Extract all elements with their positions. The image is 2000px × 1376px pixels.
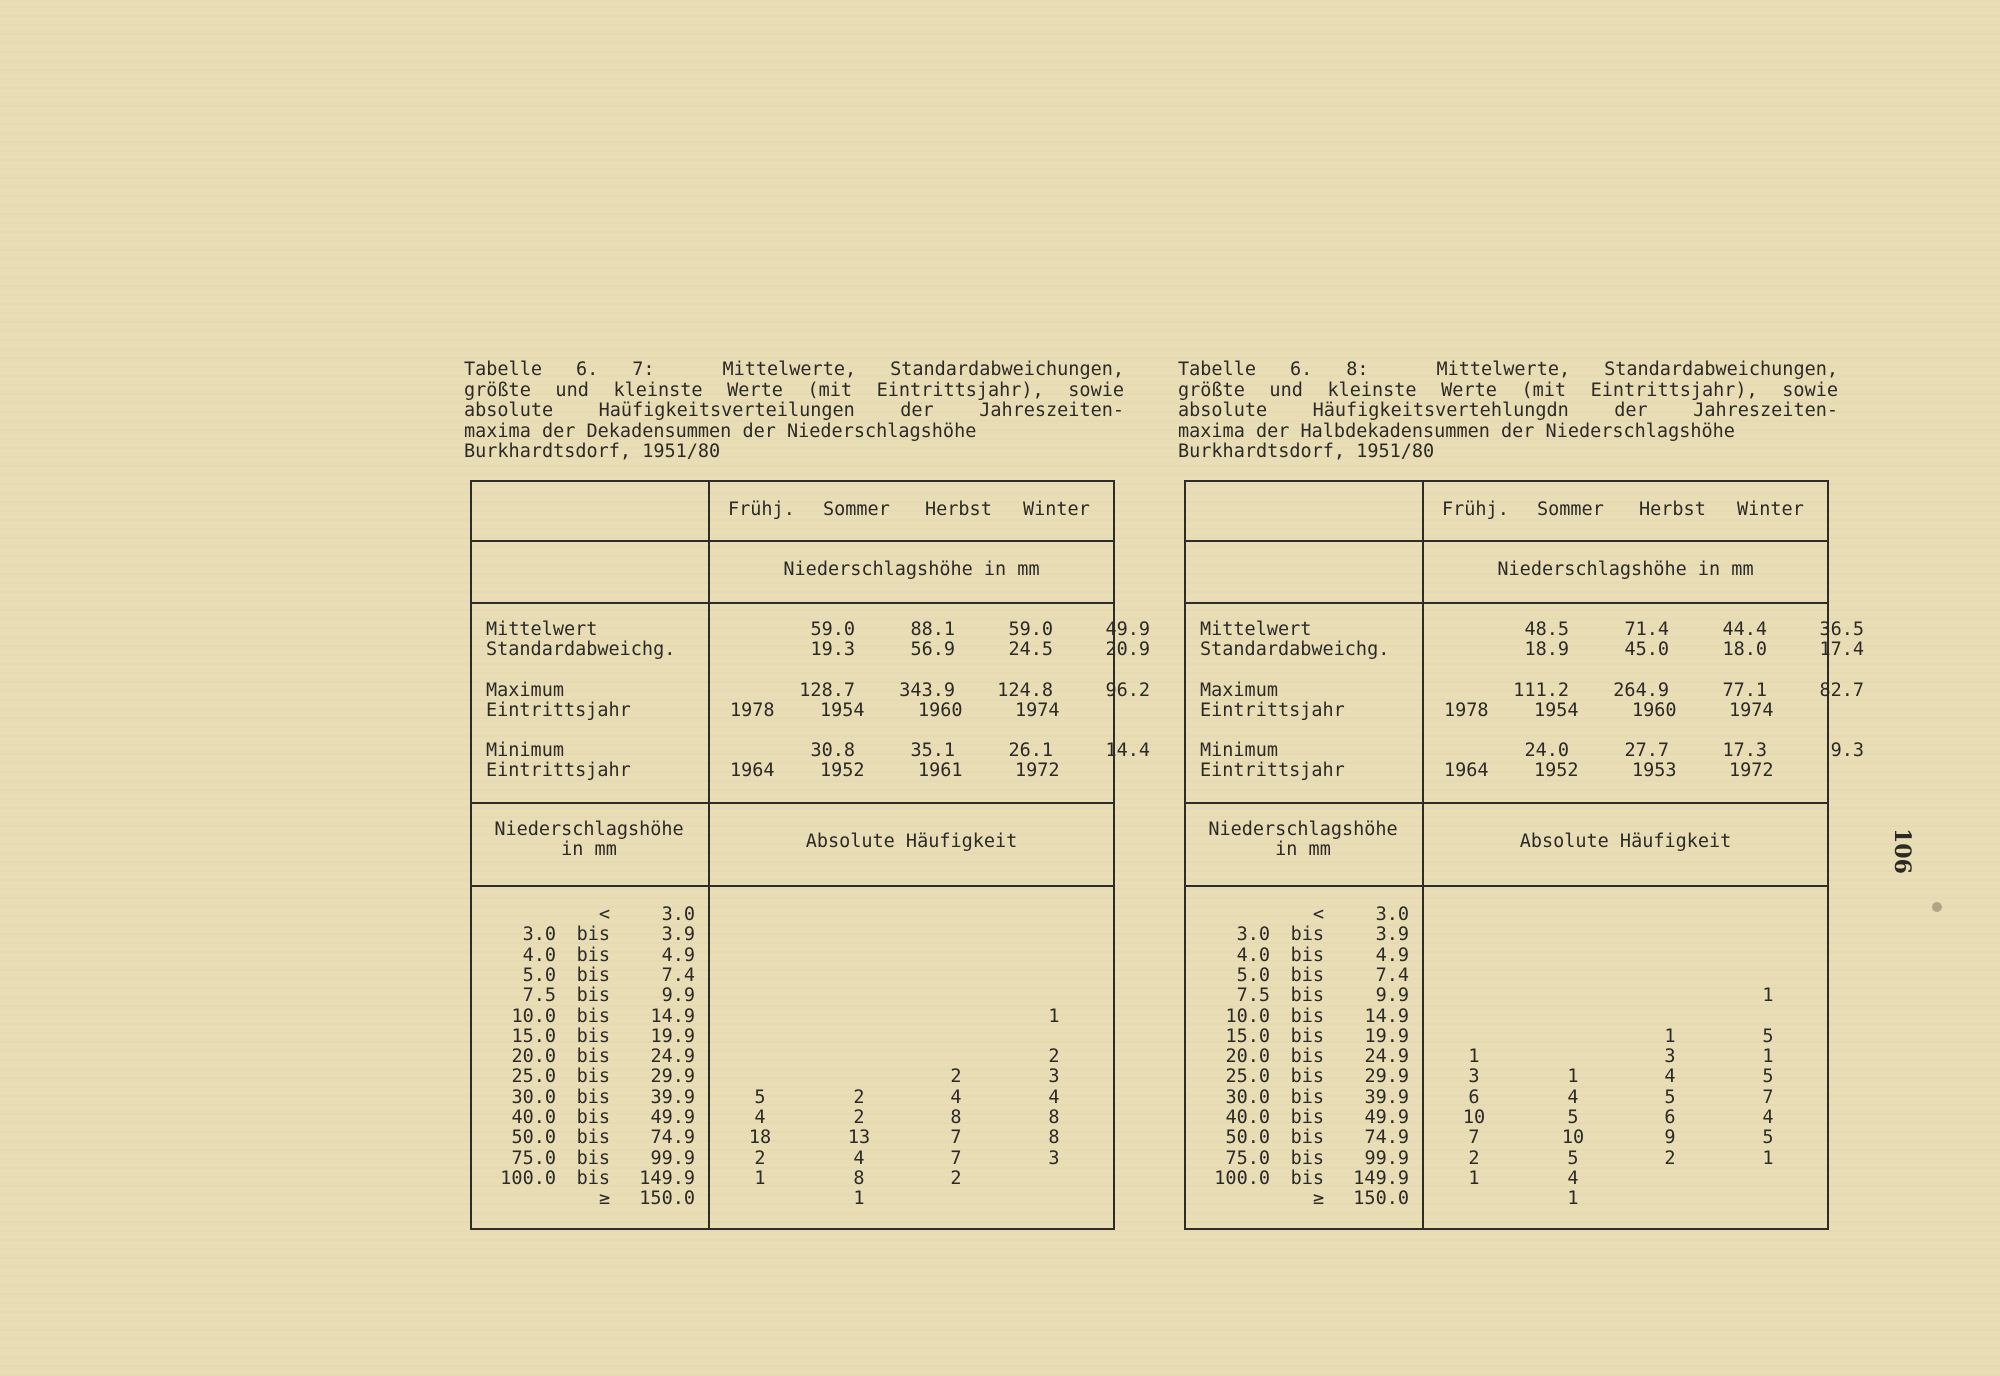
stat-label: Eintrittsjahr bbox=[486, 700, 631, 721]
stat-value: 27.7 bbox=[1624, 740, 1669, 761]
class-to: 29.9 bbox=[650, 1066, 695, 1088]
class-to: 99.9 bbox=[650, 1147, 695, 1169]
data-table bbox=[470, 480, 1150, 1230]
stat-value: 1978 bbox=[1444, 700, 1489, 721]
class-op: ≥ bbox=[598, 1188, 610, 1210]
season-header: Winter bbox=[1737, 499, 1804, 520]
stat-value: 17.3 bbox=[1722, 740, 1767, 761]
freq-value: 4 bbox=[754, 1107, 766, 1128]
class-to: 39.9 bbox=[1364, 1086, 1409, 1108]
class-to: 19.9 bbox=[1364, 1025, 1409, 1047]
freq-value: 7 bbox=[1468, 1127, 1480, 1149]
class-from: 10.0 bbox=[1225, 1005, 1270, 1027]
rule-line bbox=[1184, 1228, 1829, 1230]
page-number: 106 bbox=[1889, 828, 1915, 874]
class-to: 39.9 bbox=[650, 1086, 695, 1108]
season-header: Sommer bbox=[1537, 499, 1604, 520]
stat-value: 111.2 bbox=[1513, 680, 1569, 701]
class-to: 150.0 bbox=[1353, 1188, 1409, 1210]
stat-value: 49.9 bbox=[1105, 619, 1150, 640]
class-op: bis bbox=[576, 1086, 610, 1108]
class-op: bis bbox=[576, 1147, 610, 1169]
stat-value: 24.5 bbox=[1008, 639, 1053, 660]
stat-label: Standardabweichg. bbox=[1200, 639, 1390, 660]
stat-value: 35.1 bbox=[910, 740, 955, 761]
class-from: 4.0 bbox=[1236, 944, 1270, 966]
class-from: 30.0 bbox=[511, 1086, 556, 1108]
class-to: 3.9 bbox=[1375, 924, 1409, 946]
freq-value: 2 bbox=[950, 1167, 962, 1189]
stat-value: 1978 bbox=[730, 700, 775, 721]
freq-value: 1 bbox=[1567, 1188, 1579, 1210]
freq-value: 2 bbox=[853, 1086, 865, 1108]
table-caption bbox=[464, 360, 1124, 464]
class-to: 3.0 bbox=[661, 904, 695, 925]
stat-value: 1972 bbox=[1729, 760, 1774, 781]
class-to: 7.4 bbox=[1375, 964, 1409, 986]
freq-value: 5 bbox=[1762, 1066, 1774, 1088]
stat-value: 36.5 bbox=[1819, 619, 1864, 640]
class-op: bis bbox=[576, 1127, 610, 1149]
stat-label: Maximum bbox=[486, 680, 564, 701]
freq-value: 4 bbox=[1567, 1167, 1579, 1189]
freq-value: 5 bbox=[1664, 1086, 1676, 1108]
freq-value: 5 bbox=[754, 1086, 766, 1108]
class-to: 4.9 bbox=[661, 944, 695, 966]
stat-value: 1974 bbox=[1729, 700, 1774, 721]
class-to: 74.9 bbox=[650, 1127, 695, 1149]
freq-value: 1 bbox=[1762, 1046, 1774, 1068]
freq-value: 2 bbox=[950, 1066, 962, 1088]
class-op: bis bbox=[1290, 1046, 1324, 1068]
stat-value: 96.2 bbox=[1105, 680, 1150, 701]
rule-line bbox=[708, 480, 710, 1230]
class-from: 40.0 bbox=[511, 1107, 556, 1128]
unit-header: Niederschlagshöhe in mm bbox=[1497, 559, 1754, 580]
table-caption bbox=[1178, 360, 1838, 464]
stat-value: 1952 bbox=[820, 760, 865, 781]
freq-value: 3 bbox=[1048, 1147, 1060, 1169]
freq-value: 6 bbox=[1468, 1086, 1480, 1108]
caption-line: größte und kleinste Werte (mit Eintrittsjahr), sowie bbox=[1178, 379, 1838, 401]
freq-value: 2 bbox=[1664, 1147, 1676, 1169]
freq-value: 4 bbox=[1567, 1086, 1579, 1108]
stat-value: 14.4 bbox=[1105, 740, 1150, 761]
stat-value: 48.5 bbox=[1524, 619, 1569, 640]
data-table bbox=[1184, 480, 1864, 1230]
rule-line bbox=[1184, 602, 1829, 604]
season-header: Winter bbox=[1023, 499, 1090, 520]
stat-label: Minimum bbox=[1200, 740, 1278, 761]
class-op: bis bbox=[576, 964, 610, 986]
freq-value: 8 bbox=[1048, 1127, 1060, 1149]
stat-value: 17.4 bbox=[1819, 639, 1864, 660]
season-header: Sommer bbox=[823, 499, 890, 520]
freq-header-right: Absolute Häufigkeit bbox=[1519, 831, 1732, 852]
stat-value: 264.9 bbox=[1613, 680, 1669, 701]
class-to: 24.9 bbox=[1364, 1046, 1409, 1068]
freq-value: 1 bbox=[754, 1167, 766, 1189]
freq-value: 1 bbox=[1468, 1046, 1480, 1068]
class-to: 3.9 bbox=[661, 924, 695, 946]
class-from: 5.0 bbox=[522, 964, 556, 986]
stat-value: 1954 bbox=[1534, 700, 1579, 721]
stat-value: 1974 bbox=[1015, 700, 1060, 721]
caption-line: absolute Häufigkeitsvertehlungdn der Jahreszeiten- bbox=[1178, 400, 1838, 421]
class-from: 100.0 bbox=[1214, 1167, 1270, 1189]
caption-line: maxima der Halbdekadensummen der Niederschlagshöhe bbox=[1178, 420, 1735, 442]
stat-value: 24.0 bbox=[1524, 740, 1569, 761]
unit-header: Niederschlagshöhe in mm bbox=[783, 559, 1040, 580]
class-to: 14.9 bbox=[650, 1005, 695, 1027]
stat-value: 45.0 bbox=[1624, 639, 1669, 660]
freq-value: 10 bbox=[1462, 1107, 1486, 1128]
class-from: 30.0 bbox=[1225, 1086, 1270, 1108]
stat-value: 18.9 bbox=[1524, 639, 1569, 660]
class-from: 3.0 bbox=[522, 924, 556, 946]
freq-value: 4 bbox=[1762, 1107, 1774, 1128]
class-op: bis bbox=[1290, 1147, 1324, 1169]
class-op: < bbox=[1312, 904, 1324, 925]
paper-spot bbox=[1932, 902, 1942, 912]
stat-value: 343.9 bbox=[899, 680, 955, 701]
freq-header-left: Niederschlagshöhe bbox=[1208, 819, 1398, 840]
class-from: 7.5 bbox=[522, 985, 556, 1007]
rule-line bbox=[1184, 540, 1829, 542]
freq-value: 4 bbox=[853, 1147, 865, 1169]
class-op: bis bbox=[1290, 944, 1324, 966]
stat-value: 1954 bbox=[820, 700, 865, 721]
stat-value: 71.4 bbox=[1624, 619, 1669, 640]
rule-line bbox=[1184, 885, 1829, 887]
freq-value: 1 bbox=[1762, 985, 1774, 1007]
class-from: 20.0 bbox=[511, 1046, 556, 1068]
table-6-8-panel bbox=[1178, 359, 1864, 1210]
freq-value: 3 bbox=[1664, 1046, 1676, 1068]
stat-value: 82.7 bbox=[1819, 680, 1864, 701]
class-to: 49.9 bbox=[1364, 1107, 1409, 1128]
freq-value: 4 bbox=[1664, 1066, 1676, 1088]
stat-value: 128.7 bbox=[799, 680, 855, 701]
season-header: Herbst bbox=[925, 499, 992, 520]
stat-value: 18.0 bbox=[1722, 639, 1767, 660]
rule-line bbox=[470, 480, 1115, 482]
freq-value: 1 bbox=[1567, 1066, 1579, 1088]
class-from: 100.0 bbox=[500, 1167, 556, 1189]
stat-value: 1960 bbox=[918, 700, 963, 721]
stat-value: 19.3 bbox=[810, 639, 855, 660]
stat-value: 77.1 bbox=[1722, 680, 1767, 701]
rule-line bbox=[1422, 480, 1424, 1230]
stat-value: 26.1 bbox=[1008, 740, 1053, 761]
freq-value: 1 bbox=[1664, 1025, 1676, 1047]
class-from: 15.0 bbox=[511, 1025, 556, 1047]
class-op: bis bbox=[576, 985, 610, 1007]
class-op: bis bbox=[576, 1167, 610, 1189]
stat-label: Standardabweichg. bbox=[486, 639, 676, 660]
stat-value: 44.4 bbox=[1722, 619, 1767, 640]
class-to: 149.9 bbox=[1353, 1167, 1409, 1189]
caption-line: maxima der Dekadensummen der Niederschlagshöhe bbox=[464, 420, 977, 442]
class-to: 19.9 bbox=[650, 1025, 695, 1047]
caption-line: größte und kleinste Werte (mit Eintrittsjahr), sowie bbox=[464, 379, 1124, 401]
freq-value: 10 bbox=[1561, 1127, 1585, 1149]
freq-header-left: in mm bbox=[1275, 839, 1331, 860]
caption-line: Tabelle 6. 7: Mittelwerte, Standardabweichungen, bbox=[464, 359, 1124, 380]
class-op: bis bbox=[576, 1107, 610, 1128]
freq-value: 18 bbox=[748, 1127, 772, 1149]
class-from: 15.0 bbox=[1225, 1025, 1270, 1047]
caption-line: Burkhardtsdorf, 1951/80 bbox=[464, 441, 721, 462]
freq-value: 9 bbox=[1664, 1127, 1676, 1149]
freq-value: 6 bbox=[1664, 1107, 1676, 1128]
stat-value: 1960 bbox=[1632, 700, 1677, 721]
class-from: 25.0 bbox=[1225, 1066, 1270, 1088]
class-from: 7.5 bbox=[1236, 985, 1270, 1007]
stat-label: Maximum bbox=[1200, 680, 1278, 701]
stat-value: 59.0 bbox=[810, 619, 855, 640]
freq-value: 8 bbox=[853, 1167, 865, 1189]
rule-line bbox=[470, 885, 1115, 887]
class-to: 74.9 bbox=[1364, 1127, 1409, 1149]
class-op: bis bbox=[1290, 985, 1324, 1007]
rule-line bbox=[1184, 802, 1829, 804]
freq-value: 8 bbox=[1048, 1107, 1060, 1128]
class-to: 99.9 bbox=[1364, 1147, 1409, 1169]
class-op: < bbox=[598, 904, 610, 925]
stat-value: 124.8 bbox=[997, 680, 1053, 701]
rule-line bbox=[1184, 480, 1829, 482]
freq-value: 1 bbox=[1468, 1167, 1480, 1189]
class-op: bis bbox=[1290, 1005, 1324, 1027]
class-op: bis bbox=[576, 1066, 610, 1088]
stat-label: Eintrittsjahr bbox=[1200, 760, 1345, 781]
class-to: 149.9 bbox=[639, 1167, 695, 1189]
freq-value: 5 bbox=[1762, 1127, 1774, 1149]
stat-value: 88.1 bbox=[910, 619, 955, 640]
class-op: bis bbox=[576, 1005, 610, 1027]
stat-value: 1961 bbox=[918, 760, 963, 781]
freq-value: 4 bbox=[1048, 1086, 1060, 1108]
stat-label: Eintrittsjahr bbox=[1200, 700, 1345, 721]
class-op: bis bbox=[576, 1025, 610, 1047]
class-to: 14.9 bbox=[1364, 1005, 1409, 1027]
freq-value: 4 bbox=[950, 1086, 962, 1108]
stat-value: 30.8 bbox=[810, 740, 855, 761]
stat-value: 1964 bbox=[730, 760, 775, 781]
freq-value: 1 bbox=[853, 1188, 865, 1210]
class-from: 40.0 bbox=[1225, 1107, 1270, 1128]
class-op: bis bbox=[1290, 1066, 1324, 1088]
freq-value: 3 bbox=[1468, 1066, 1480, 1088]
stat-value: 1952 bbox=[1534, 760, 1579, 781]
class-from: 50.0 bbox=[511, 1127, 556, 1149]
season-header: Frühj. bbox=[728, 499, 795, 520]
stat-label: Eintrittsjahr bbox=[486, 760, 631, 781]
class-to: 9.9 bbox=[1375, 985, 1409, 1007]
class-from: 3.0 bbox=[1236, 924, 1270, 946]
class-op: bis bbox=[1290, 1086, 1324, 1108]
class-from: 50.0 bbox=[1225, 1127, 1270, 1149]
freq-value: 3 bbox=[1048, 1066, 1060, 1088]
freq-header-left: in mm bbox=[561, 839, 617, 860]
class-op: ≥ bbox=[1312, 1188, 1324, 1210]
stat-value: 1964 bbox=[1444, 760, 1489, 781]
stat-label: Mittelwert bbox=[1200, 619, 1312, 640]
caption-line: absolute Haüfigkeitsverteilungen der Jahreszeiten- bbox=[464, 400, 1124, 421]
class-to: 29.9 bbox=[1364, 1066, 1409, 1088]
rule-line bbox=[470, 1228, 1115, 1230]
stat-value: 59.0 bbox=[1008, 619, 1053, 640]
class-from: 4.0 bbox=[522, 944, 556, 966]
rule-line bbox=[1113, 480, 1115, 1230]
freq-header-left: Niederschlagshöhe bbox=[494, 819, 684, 840]
freq-value: 2 bbox=[1048, 1046, 1060, 1068]
table-6-7-panel bbox=[464, 359, 1150, 1210]
season-header: Herbst bbox=[1639, 499, 1706, 520]
stat-label: Minimum bbox=[486, 740, 564, 761]
freq-value: 1 bbox=[1048, 1005, 1060, 1027]
freq-value: 13 bbox=[847, 1127, 871, 1149]
class-op: bis bbox=[576, 944, 610, 966]
freq-value: 5 bbox=[1762, 1025, 1774, 1047]
rule-line bbox=[470, 602, 1115, 604]
class-op: bis bbox=[1290, 1107, 1324, 1128]
class-to: 49.9 bbox=[650, 1107, 695, 1128]
freq-value: 8 bbox=[950, 1107, 962, 1128]
freq-value: 1 bbox=[1762, 1147, 1774, 1169]
class-to: 24.9 bbox=[650, 1046, 695, 1068]
class-to: 9.9 bbox=[661, 985, 695, 1007]
stat-value: 1972 bbox=[1015, 760, 1060, 781]
freq-value: 2 bbox=[1468, 1147, 1480, 1169]
class-op: bis bbox=[1290, 1127, 1324, 1149]
class-from: 5.0 bbox=[1236, 964, 1270, 986]
caption-line: Tabelle 6. 8: Mittelwerte, Standardabweichungen, bbox=[1178, 359, 1838, 380]
rule-line bbox=[470, 540, 1115, 542]
season-header: Frühj. bbox=[1442, 499, 1509, 520]
class-op: bis bbox=[576, 924, 610, 946]
rule-line bbox=[470, 802, 1115, 804]
class-to: 7.4 bbox=[661, 964, 695, 986]
freq-value: 7 bbox=[1762, 1086, 1774, 1108]
class-from: 10.0 bbox=[511, 1005, 556, 1027]
freq-value: 5 bbox=[1567, 1147, 1579, 1169]
stat-value: 9.3 bbox=[1830, 740, 1864, 761]
freq-value: 5 bbox=[1567, 1107, 1579, 1128]
class-to: 3.0 bbox=[1375, 904, 1409, 925]
class-from: 75.0 bbox=[1225, 1147, 1270, 1169]
freq-value: 7 bbox=[950, 1147, 962, 1169]
class-to: 150.0 bbox=[639, 1188, 695, 1210]
class-op: bis bbox=[576, 1046, 610, 1068]
class-op: bis bbox=[1290, 1167, 1324, 1189]
caption-line: Burkhardtsdorf, 1951/80 bbox=[1178, 441, 1435, 462]
class-from: 75.0 bbox=[511, 1147, 556, 1169]
class-from: 20.0 bbox=[1225, 1046, 1270, 1068]
freq-value: 7 bbox=[950, 1127, 962, 1149]
class-to: 4.9 bbox=[1375, 944, 1409, 966]
freq-value: 2 bbox=[754, 1147, 766, 1169]
class-from: 25.0 bbox=[511, 1066, 556, 1088]
freq-header-right: Absolute Häufigkeit bbox=[805, 831, 1018, 852]
rule-line bbox=[1827, 480, 1829, 1230]
stat-value: 1953 bbox=[1632, 760, 1677, 781]
stat-value: 56.9 bbox=[910, 639, 955, 660]
stat-value: 20.9 bbox=[1105, 639, 1150, 660]
freq-value: 2 bbox=[853, 1107, 865, 1128]
stat-label: Mittelwert bbox=[486, 619, 598, 640]
class-op: bis bbox=[1290, 964, 1324, 986]
class-op: bis bbox=[1290, 924, 1324, 946]
class-op: bis bbox=[1290, 1025, 1324, 1047]
